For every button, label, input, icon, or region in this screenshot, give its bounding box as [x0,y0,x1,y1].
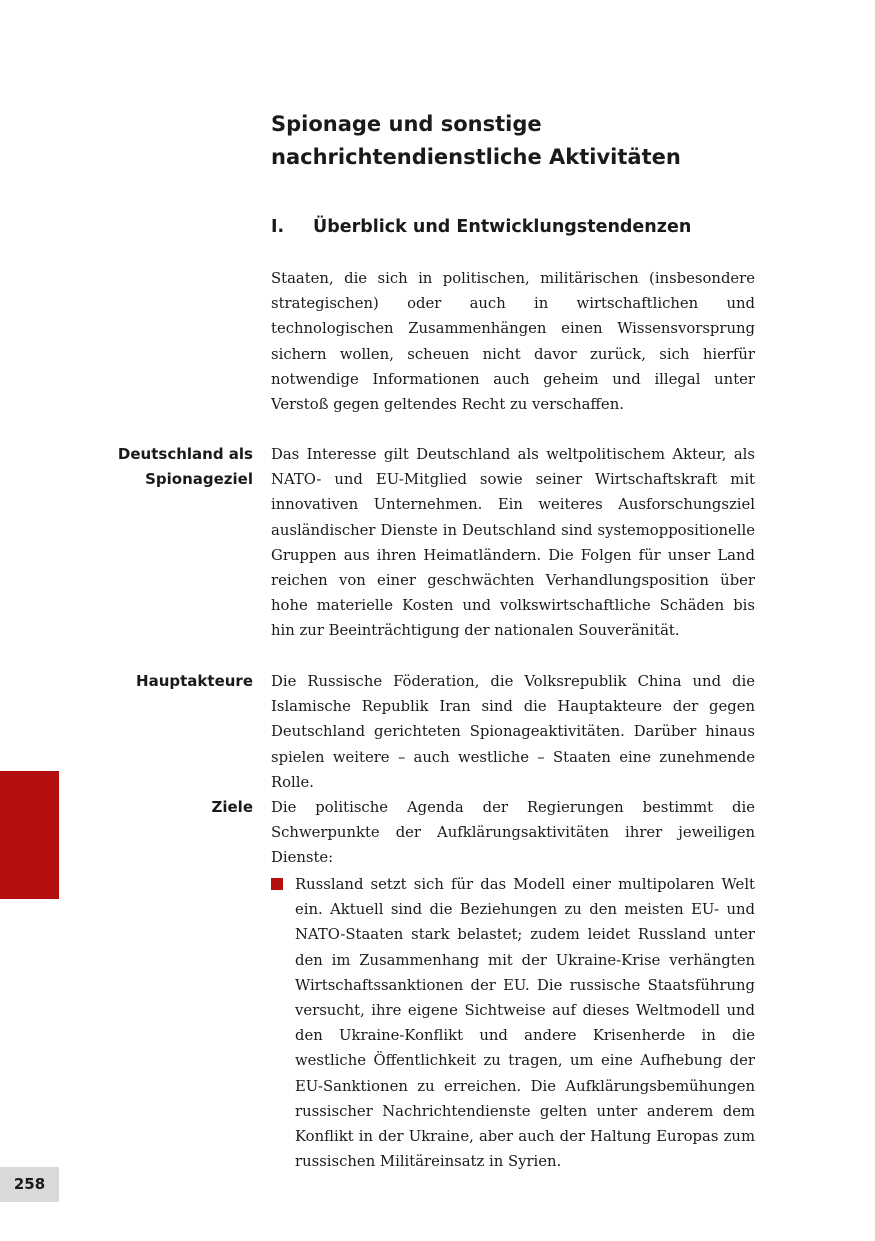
page-title-line1: Spionage und sonstige [271,112,542,136]
page-title-line2: nachrichtendienstliche Aktivitäten [271,145,681,169]
side-label-spionageziel [93,442,253,492]
section-heading [271,212,755,242]
hauptakteure-paragraph: Die Russische Föderation, die Volksrepublik China und die Islamische Republik Iran sind die Hauptakteure der gegen Deutschland gerichteten Spionageaktivitäten. Darüber hinaus spielen weitere – auch westliche – Staaten eine zunehmende Rolle. [271,673,755,791]
chapter-tab-marker [0,771,59,899]
page-number: 258 [0,1167,59,1202]
section-title: Überblick und Entwicklungstendenzen [313,217,692,237]
section-number: I. [271,217,285,237]
side-label-line2: Spionageziel [145,470,253,489]
bullet-list [271,872,755,1174]
side-label-line1: Deutschland als [117,445,253,463]
page-title [271,108,771,174]
spionageziel-paragraph: Das Interesse gilt Deutschland als weltpolitischem Akteur, als NATO- und EU-Mitglied sowie seiner Wirtschaftskraft mit innovativen Unternehmen. Ein weiteres Ausforschungsziel ausländischer Dienste in Deutschland sind systemoppositionelle Gruppen aus ihren Heimatländern. Die Folgen für unser Land reichen von einer geschwächten Verhandlungsposition über hohe materielle Kosten und volkswirtschaftliche Schäden bis hin zur Beeinträchtigung der nationalen Souveränität. [271,446,755,640]
bullet-item-russland: Russland setzt sich für das Modell einer multipolaren Welt ein. Aktuell sind die Beziehungen zu den meisten EU- und NATO-Staaten stark belastet; zudem leidet Russland unter den im Zusammenhang mit der Ukraine-Krise verhängten Wirtschaftssanktionen der EU. Die russische Staatsführung versucht, ihre eigene Sichtweise auf dieses Weltmodell und den Ukraine-Konflikt und andere Krisenherde in die westliche Öffentlichkeit zu tragen, um eine Aufhebung der EU-Sanktionen zu erreichen. Die Aufklärungsbemühungen russischer Nachrichtendienste gelten unter anderem dem Konflikt in der Ukraine, aber auch der Haltung Europas zum russischen Militäreinsatz in Syrien. [295,876,755,1171]
side-label-ziele: Ziele [211,798,253,816]
ziele-paragraph: Die politische Agenda der Regierungen bestimmt die Schwerpunkte der Aufklärungsaktivitäten ihrer jeweiligen Dienste: [271,799,755,867]
bullet-square-icon [271,878,283,890]
intro-paragraph: Staaten, die sich in politischen, militärischen (insbesondere strategischen) oder auch in wirtschaftlichen und technologischen Zusammenhängen einen Wissensvorsprung sichern wollen, scheuen nicht davor zurück, sich hierfür notwendige Informationen auch geheim und illegal unter Verstoß gegen geltendes Recht zu verschaffen. [271,270,755,414]
side-label-hauptakteure: Hauptakteure [136,672,253,690]
